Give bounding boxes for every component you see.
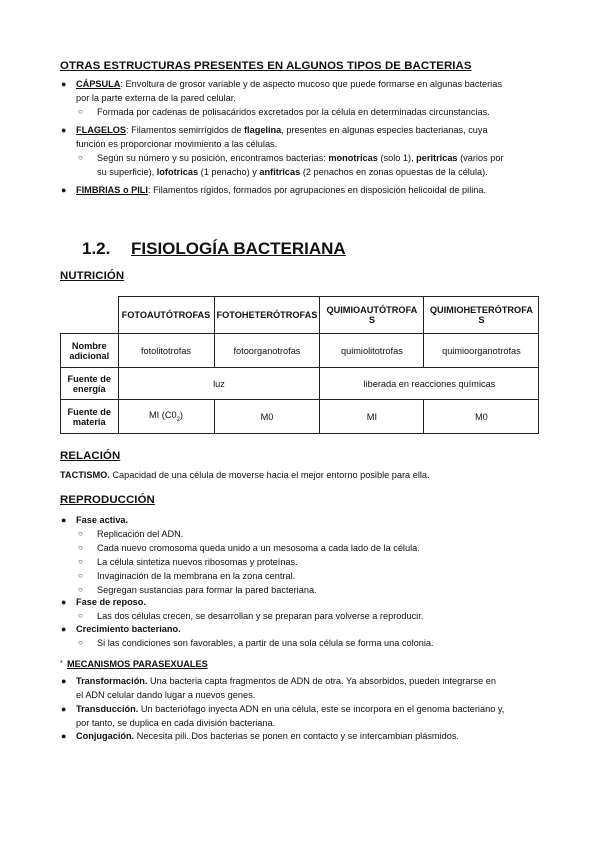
capsula-line-2: por la parte externa de la pared celular. <box>76 93 236 103</box>
row-label-materia <box>61 400 119 434</box>
flagelos-sub-text: (solo 1), <box>377 153 417 163</box>
list-item: Si las condiciones son favorables, a partir de una sola célula se forma una colonia. <box>97 638 434 648</box>
table-corner-cell <box>61 297 119 334</box>
flagelos-term: FLAGELOS <box>76 125 127 135</box>
fase-reposo-label: Fase de reposo. <box>76 597 146 607</box>
section-title-otras-estructuras: OTRAS ESTRUCTURAS PRESENTES EN ALGUNOS TIPOS DE BACTERIAS <box>60 60 472 72</box>
bullet-icon: ● <box>61 624 67 634</box>
sub-bullet-icon: ○ <box>78 571 83 580</box>
table-cell: quimioorganotrofas <box>424 334 539 368</box>
list-item: La célula sintetiza nuevos ribosomas y proteínas. <box>97 557 298 567</box>
bullet-icon: ● <box>61 125 67 135</box>
asterisk-mark: * <box>60 660 63 667</box>
sub-bullet-icon: ○ <box>78 638 83 647</box>
bullet-icon: ● <box>61 185 67 195</box>
flagelina-term: flagelina <box>243 125 282 135</box>
anfitricas-term: anfitricas <box>259 167 301 177</box>
fimbrias-term: FIMBRIAS o PILI <box>76 185 148 195</box>
transformacion-line-2: el ADN celular dando lugar a nuevos genes. <box>76 690 256 700</box>
sub-bullet-icon: ○ <box>78 611 83 620</box>
section-number: 1.2. <box>82 239 111 258</box>
peritricas-term: peritricas <box>416 153 458 163</box>
header-text: S <box>478 315 485 325</box>
page-title: FISIOLOGÍA BACTERIANA <box>131 239 346 258</box>
relacion-title: RELACIÓN <box>60 450 121 462</box>
list-item: Segregan sustancias para formar la pared bacteriana. <box>97 585 317 595</box>
flagelos-sub-text: su superficie), <box>97 167 157 177</box>
transduccion-line-2: por tanto, se duplica en cada división bacteriana. <box>76 718 276 728</box>
transduccion-term: Transducción. <box>76 704 139 714</box>
table-cell: M0 <box>424 400 539 434</box>
reproduccion-title: REPRODUCCIÓN <box>60 494 155 506</box>
tactismo-term: TACTISMO. <box>60 470 110 480</box>
table-cell: MI <box>320 400 424 434</box>
table-row <box>61 400 539 434</box>
sub-bullet-icon: ○ <box>78 543 83 552</box>
header-text: S <box>368 315 375 325</box>
bullet-icon: ● <box>61 704 67 714</box>
table-row <box>61 368 539 400</box>
bullet-icon: ● <box>61 515 67 525</box>
bullet-icon: ● <box>61 597 67 607</box>
flagelos-sub-text: Según su número y su posición, encontramos bacterias: <box>97 153 329 163</box>
header-fotoheterotrofas: FOTOHETERÓTROFAS <box>214 297 320 334</box>
transformacion-line-1 <box>76 675 496 687</box>
row-label-text: adicional <box>69 350 110 361</box>
row-label-text: Nombre <box>71 340 107 351</box>
conjugacion-line <box>76 730 459 742</box>
flagelos-sub-line-2 <box>97 166 488 178</box>
fase-activa-label: Fase activa. <box>76 515 129 525</box>
sub-bullet-icon: ○ <box>78 107 83 116</box>
header-quimioheterotrofas <box>424 297 539 334</box>
list-item: Replicación del ADN. <box>97 529 184 539</box>
transformacion-term: Transformación. <box>76 676 148 686</box>
transduccion-text: Un bacteriófago inyecta ADN en una célula, este se incorpora en el genoma bacteriano y, <box>138 704 505 714</box>
conjugacion-term: Conjugación. <box>76 731 135 741</box>
lofotricas-term: lofotricas <box>156 167 199 177</box>
list-item: Invaginación de la membrana en la zona central. <box>97 571 296 581</box>
row-label-energia <box>61 368 119 400</box>
flagelos-sub-line-1 <box>97 152 504 164</box>
capsula-line-1 <box>76 78 502 90</box>
bullet-icon: ● <box>61 731 67 741</box>
flagelos-sub-text: (2 penachos en zonas opuestas de la célula). <box>300 167 488 177</box>
table-cell-reacciones: liberada en reacciones químicas <box>320 368 539 400</box>
header-text: QUIMIOAUTÓTROFA <box>326 305 418 315</box>
sub-bullet-icon: ○ <box>78 153 83 162</box>
table-row <box>61 334 539 368</box>
cell-subscript: 2 <box>176 416 180 423</box>
row-label-text: energía <box>72 383 106 394</box>
header-text: QUIMIOHETERÓTROFA <box>429 305 533 315</box>
sub-bullet-icon: ○ <box>78 529 83 538</box>
tactismo-text: Capacidad de una célula de moverse hacia el mejor entorno posible para ella. <box>109 470 430 480</box>
list-item: Las dos células crecen, se desarrollan y se preparan para volverse a reproducir. <box>97 611 424 621</box>
capsula-text-1: : Envoltura de grosor variable y de aspecto mucoso que puede formarse en algunas bacterias <box>120 79 502 89</box>
bullet-icon: ● <box>61 79 67 89</box>
flagelos-text: : Filamentos semirrígidos de <box>126 125 244 135</box>
row-label-text: Fuente de <box>67 406 111 417</box>
conjugacion-text: Necesita pili. Dos bacterias se ponen en contacto y se intercambian plásmidos. <box>134 731 459 741</box>
table-cell: M0 <box>214 400 320 434</box>
table-cell-luz: luz <box>118 368 320 400</box>
capsula-term: CÁPSULA <box>76 79 121 89</box>
flagelos-line-1 <box>76 124 488 136</box>
flagelos-sub-text: (varios por <box>457 153 504 163</box>
flagelos-text: , presentes en algunas especies bacterianas, cuya <box>281 125 488 135</box>
cell-text: ) <box>179 410 183 421</box>
nutricion-table <box>60 296 539 434</box>
table-cell: fotolitotrofas <box>118 334 214 368</box>
row-label-nombre <box>61 334 119 368</box>
header-fotoautotrofas: FOTOAUTÓTROFAS <box>118 297 214 334</box>
flagelos-sub-text: (1 penacho) y <box>198 167 260 177</box>
table-cell <box>118 400 214 434</box>
capsula-sub-item: Formada por cadenas de polisacáridos excretados por la célula en determinadas circunstancias. <box>97 107 490 117</box>
header-quimioautotrofas <box>320 297 424 334</box>
cell-text: MI (C0 <box>149 410 177 421</box>
monotricas-term: monotricas <box>328 153 378 163</box>
list-item: Cada nuevo cromosoma queda unido a un mesosoma a cada lado de la célula. <box>97 543 420 553</box>
transformacion-text: Una bacteria capta fragmentos de ADN de otra. Ya absorbidos, pueden integrarse en <box>147 676 496 686</box>
fimbrias-line <box>76 184 486 196</box>
table-cell: fotoorganotrofas <box>214 334 320 368</box>
tactismo-line <box>60 469 430 481</box>
flagelos-line-2: función es proporcionar movimiento a las células. <box>76 139 278 149</box>
bullet-icon: ● <box>61 676 67 686</box>
row-label-text: materia <box>72 416 106 427</box>
fimbrias-text: : Filamentos rígidos, formados por agrupaciones en disposición helicoidal de pilina. <box>147 185 487 195</box>
transduccion-line-1 <box>76 703 504 715</box>
sub-bullet-icon: ○ <box>78 557 83 566</box>
sub-bullet-icon: ○ <box>78 585 83 594</box>
row-label-text: Fuente de <box>67 373 111 384</box>
table-cell: quimiolitotrofas <box>320 334 424 368</box>
mecanismos-title: MECANISMOS PARASEXUALES <box>67 659 208 669</box>
table-header-row <box>61 297 539 334</box>
nutricion-title: NUTRICIÓN <box>60 270 125 282</box>
crecimiento-label: Crecimiento bacteriano. <box>76 624 181 634</box>
